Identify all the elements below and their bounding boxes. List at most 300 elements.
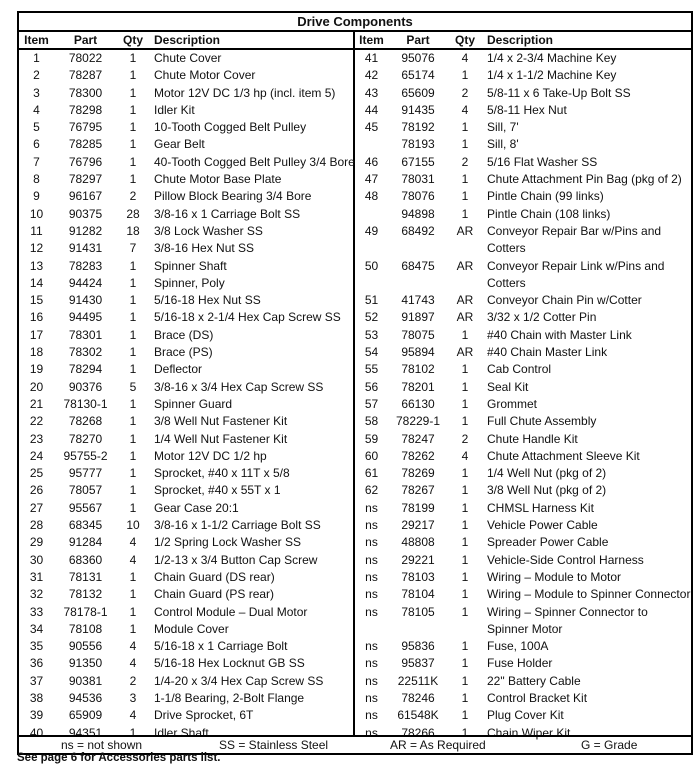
item-cell: 56 xyxy=(364,379,379,394)
qty-cell: 1 xyxy=(461,414,469,429)
table-row xyxy=(355,292,691,309)
description-line: Motor 12V DC 1/3 hp (incl. item 5) xyxy=(154,85,336,100)
item-cell: 3 xyxy=(33,85,40,100)
part-number-cell: 95076 xyxy=(401,51,435,65)
part-number-cell: 78267 xyxy=(401,483,435,498)
qty-cell: 1 xyxy=(129,172,137,187)
description-cell xyxy=(149,482,281,499)
table-row xyxy=(19,292,353,309)
qty-cell: 4 xyxy=(129,708,137,723)
part-number-cell: 66130 xyxy=(401,396,435,411)
description-cell xyxy=(149,309,341,326)
table-row xyxy=(19,552,353,569)
part-number-cell: 90556 xyxy=(68,639,103,654)
item-cell: 23 xyxy=(29,431,44,446)
description-line: Gear Case 20:1 xyxy=(154,500,239,515)
description-cell xyxy=(482,136,519,153)
part-number-cell: 78075 xyxy=(401,327,435,342)
part-number-cell: 65609 xyxy=(401,85,435,100)
part-number-cell: 78201 xyxy=(401,379,435,394)
item-cell: 44 xyxy=(364,102,379,117)
item-cell: 59 xyxy=(364,431,379,446)
description-cell xyxy=(149,448,267,465)
table-row xyxy=(19,517,353,534)
table-row xyxy=(355,206,691,223)
table-row xyxy=(355,552,691,569)
item-cell: ns xyxy=(365,656,378,671)
table-row xyxy=(355,136,691,153)
qty-cell: 1 xyxy=(461,172,469,187)
table-row xyxy=(19,102,353,119)
item-cell: 1 xyxy=(33,51,40,65)
table-row xyxy=(19,275,353,292)
description-line: Chute Attachment Pin Bag (pkg of 2) xyxy=(487,172,682,187)
qty-cell: 1 xyxy=(461,708,469,723)
part-number-cell: 29221 xyxy=(401,552,435,567)
description-cell xyxy=(482,258,664,293)
description-line: Fuse, 100A xyxy=(487,639,549,654)
part-number-cell: 78031 xyxy=(401,172,435,187)
item-cell: 43 xyxy=(364,85,379,100)
qty-cell: 1 xyxy=(129,154,137,169)
description-line: Module Cover xyxy=(154,621,229,636)
description-line: Sill, 7' xyxy=(487,120,519,135)
table-row xyxy=(355,50,691,67)
qty-cell: 10 xyxy=(126,518,140,533)
qty-cell: 1 xyxy=(461,396,469,411)
description-line: Idler Kit xyxy=(154,102,195,117)
part-number-cell: 65174 xyxy=(401,68,435,83)
table-row xyxy=(355,379,691,396)
table-row xyxy=(19,136,353,153)
description-line: 3/8 Well Nut Fastener Kit xyxy=(154,414,288,429)
description-cell xyxy=(482,534,608,551)
item-cell: 41 xyxy=(364,51,379,65)
item-cell: 31 xyxy=(29,569,44,584)
item-cell xyxy=(355,206,388,223)
item-cell: 8 xyxy=(33,172,40,187)
qty-cell: 1 xyxy=(461,639,469,654)
description-line: 3/32 x 1/2 Cotter Pin xyxy=(487,310,597,325)
table-row xyxy=(355,119,691,136)
table-row xyxy=(19,569,353,586)
qty-cell: 1 xyxy=(461,327,469,342)
table-row xyxy=(355,171,691,188)
description-line: #40 Chain with Master Link xyxy=(487,327,632,342)
description-line: Gear Belt xyxy=(154,137,205,152)
description-cell xyxy=(482,344,607,361)
description-line: 5/16-18 Hex Locknut GB SS xyxy=(154,656,305,671)
part-number-cell: 95755-2 xyxy=(63,448,108,463)
item-cell: 62 xyxy=(364,483,379,498)
table-row xyxy=(19,482,353,499)
description-line: Wiring – Module to Motor xyxy=(487,569,622,584)
item-cell: 5 xyxy=(33,120,40,135)
description-cell xyxy=(482,569,621,586)
header-description: Description xyxy=(154,33,221,47)
table-row xyxy=(19,344,353,361)
legend-ar: AR = As Required xyxy=(390,738,486,752)
description-cell xyxy=(482,292,642,309)
description-cell xyxy=(149,569,275,586)
description-cell xyxy=(149,240,254,257)
description-line: Wiring – Module to Spinner Connector xyxy=(487,587,691,602)
description-cell xyxy=(149,707,253,724)
qty-cell: 1 xyxy=(129,102,137,117)
qty-cell: 1 xyxy=(129,51,137,65)
part-number-cell: 94424 xyxy=(68,275,103,290)
qty-cell: 1 xyxy=(129,466,137,481)
description-cell xyxy=(482,396,537,413)
table-row xyxy=(355,517,691,534)
description-line: Motor 12V DC 1/2 hp xyxy=(154,448,267,463)
part-number-cell: 90381 xyxy=(68,673,103,688)
item-cell: 4 xyxy=(33,102,40,117)
qty-cell: 5 xyxy=(129,379,137,394)
table-row xyxy=(19,171,353,188)
part-number-cell: 41743 xyxy=(401,293,435,308)
description-cell xyxy=(149,223,263,240)
part-number-cell: 91430 xyxy=(68,293,103,308)
part-number-cell: 94898 xyxy=(401,206,435,221)
description-line: Spinner Guard xyxy=(154,396,233,411)
part-number-cell: 78193 xyxy=(401,137,435,152)
description-line: 3/8 Lock Washer SS xyxy=(154,223,263,238)
table-row xyxy=(355,604,691,639)
part-number-cell: 78269 xyxy=(401,466,435,481)
table-row xyxy=(355,258,691,293)
part-number-cell: 78022 xyxy=(68,51,103,65)
table-row xyxy=(19,396,353,413)
description-cell xyxy=(482,379,528,396)
item-cell: ns xyxy=(365,518,378,533)
description-cell xyxy=(482,638,548,655)
part-number-cell: 68492 xyxy=(401,223,435,238)
part-number-cell: 78192 xyxy=(401,120,435,135)
qty-cell: 1 xyxy=(461,569,469,584)
qty-cell: AR xyxy=(456,223,474,238)
table-row xyxy=(19,621,353,638)
part-number-cell: 78294 xyxy=(68,362,103,377)
item-cell: 55 xyxy=(364,362,379,377)
description-line: 3/8-16 x 1-1/2 Carriage Bolt SS xyxy=(154,518,321,533)
item-cell: ns xyxy=(365,639,378,654)
part-number-cell: 95777 xyxy=(68,466,103,481)
description-cell xyxy=(482,413,596,430)
item-cell: 29 xyxy=(29,535,44,550)
qty-cell: 1 xyxy=(129,345,137,360)
table-row xyxy=(19,206,353,223)
qty-cell: 1 xyxy=(129,310,137,325)
description-cell xyxy=(149,119,306,136)
part-number-cell: 76796 xyxy=(68,154,103,169)
description-cell xyxy=(482,361,551,378)
description-cell xyxy=(149,50,221,67)
part-number-cell: 78132 xyxy=(68,587,103,602)
item-cell: 9 xyxy=(33,189,40,204)
header-item: Item xyxy=(24,33,49,47)
accessories-note: See page 6 for Accessories parts list. xyxy=(17,752,221,764)
qty-cell: AR xyxy=(456,258,474,273)
item-cell: 26 xyxy=(29,483,44,498)
qty-cell: 2 xyxy=(129,189,137,204)
table-row xyxy=(355,448,691,465)
item-cell: 57 xyxy=(364,396,379,411)
part-number-cell: 78130-1 xyxy=(63,396,108,411)
qty-cell: 1 xyxy=(461,587,469,602)
item-cell: 16 xyxy=(29,310,44,325)
part-number-cell: 68360 xyxy=(68,552,103,567)
table-row xyxy=(19,50,353,67)
item-cell: 14 xyxy=(29,275,44,290)
description-cell xyxy=(149,344,213,361)
description-cell xyxy=(149,586,274,603)
part-number-cell: 61548K xyxy=(397,708,439,723)
description-line: Conveyor Repair Link w/Pins and xyxy=(487,258,665,273)
qty-cell: 3 xyxy=(129,690,137,705)
qty-cell: 1 xyxy=(461,604,469,619)
table-row xyxy=(19,85,353,102)
header-part: Part xyxy=(406,33,430,47)
item-cell: 49 xyxy=(364,223,379,238)
description-cell xyxy=(149,171,281,188)
item-cell: 17 xyxy=(29,327,44,342)
part-number-cell: 78268 xyxy=(68,414,103,429)
description-cell xyxy=(149,85,335,102)
part-number-cell: 78287 xyxy=(68,68,103,83)
description-cell xyxy=(149,258,227,275)
right-header xyxy=(355,32,691,48)
qty-cell: 2 xyxy=(461,431,469,446)
description-cell xyxy=(149,275,225,292)
description-cell xyxy=(482,586,690,603)
description-line: Spinner Shaft xyxy=(154,258,227,273)
legend-ns: ns = not shown xyxy=(61,738,143,752)
item-cell: 30 xyxy=(29,552,44,567)
table-row xyxy=(19,500,353,517)
table-row xyxy=(355,67,691,84)
item-cell: 46 xyxy=(364,154,379,169)
table-row xyxy=(355,655,691,672)
description-cell xyxy=(149,396,232,413)
left-rows xyxy=(19,50,353,742)
table-row xyxy=(19,604,353,621)
part-number-cell: 78103 xyxy=(401,569,435,584)
part-number-cell: 94351 xyxy=(68,725,103,740)
item-cell: 11 xyxy=(30,223,43,238)
part-number-cell: 90375 xyxy=(68,206,103,221)
table-row xyxy=(19,240,353,257)
legend-ss: SS = Stainless Steel xyxy=(219,738,329,752)
header-item: Item xyxy=(359,33,384,47)
description-line: Conveyor Repair Bar w/Pins and xyxy=(487,223,662,238)
item-cell: 45 xyxy=(364,120,379,135)
description-line: 3/8 Well Nut (pkg of 2) xyxy=(487,483,607,498)
qty-cell: 4 xyxy=(129,639,137,654)
description-cell xyxy=(482,552,644,569)
part-number-cell: 96167 xyxy=(68,189,103,204)
description-cell xyxy=(149,655,305,672)
description-line: Chain Wiper Kit xyxy=(487,725,571,740)
item-cell: 20 xyxy=(29,379,44,394)
part-number-cell: 67155 xyxy=(401,154,435,169)
part-number-cell: 78102 xyxy=(401,362,435,377)
item-cell: 52 xyxy=(364,310,379,325)
qty-cell: 1 xyxy=(129,621,137,636)
description-line: Plug Cover Kit xyxy=(487,708,564,723)
description-cell xyxy=(149,465,290,482)
qty-cell: 1 xyxy=(461,552,469,567)
part-number-cell: 78229-1 xyxy=(395,414,441,429)
description-line: 1/4 x 2-3/4 Machine Key xyxy=(487,51,617,65)
part-number-cell: 78300 xyxy=(68,85,103,100)
part-number-cell: 91431 xyxy=(68,241,103,256)
item-cell: 7 xyxy=(33,154,40,169)
description-cell xyxy=(482,223,661,258)
description-line: Sill, 8' xyxy=(487,137,519,152)
qty-cell: 4 xyxy=(129,656,137,671)
part-number-cell: 78108 xyxy=(68,621,103,636)
item-cell: ns xyxy=(365,708,378,723)
table-row xyxy=(19,413,353,430)
qty-cell: 18 xyxy=(126,223,140,238)
table-row xyxy=(19,361,353,378)
description-cell xyxy=(482,448,640,465)
description-line: Spinner Motor xyxy=(487,621,563,636)
description-line: 1-1/8 Bearing, 2-Bolt Flange xyxy=(154,690,305,705)
part-number-cell: 78199 xyxy=(401,500,435,515)
left-header xyxy=(19,32,353,48)
part-number-cell: 95836 xyxy=(401,639,435,654)
description-cell xyxy=(149,638,287,655)
description-line: Vehicle Power Cable xyxy=(487,518,598,533)
description-line: Chute Handle Kit xyxy=(487,431,578,446)
part-number-cell: 68345 xyxy=(68,518,103,533)
description-line: Pillow Block Bearing 3/4 Bore xyxy=(154,189,312,204)
qty-cell: 1 xyxy=(461,535,469,550)
description-line: Chute Attachment Sleeve Kit xyxy=(487,448,640,463)
item-cell xyxy=(355,136,388,153)
item-cell: 24 xyxy=(29,448,44,463)
qty-cell: 1 xyxy=(461,673,469,688)
description-cell xyxy=(482,431,578,448)
qty-cell: 1 xyxy=(461,725,469,740)
description-cell xyxy=(149,206,300,223)
qty-cell: 1 xyxy=(129,414,137,429)
description-cell xyxy=(482,154,597,171)
description-line: Cab Control xyxy=(487,362,552,377)
item-cell: 32 xyxy=(29,587,44,602)
table-row xyxy=(19,448,353,465)
description-line: Conveyor Chain Pin w/Cotter xyxy=(487,293,642,308)
description-cell xyxy=(482,67,616,84)
qty-cell: 1 xyxy=(461,500,469,515)
description-cell xyxy=(482,482,606,499)
qty-cell: 1 xyxy=(461,189,469,204)
qty-cell: 1 xyxy=(129,120,137,135)
qty-cell: 2 xyxy=(461,154,469,169)
item-cell: 38 xyxy=(29,690,44,705)
description-cell xyxy=(482,690,587,707)
description-line: Spreader Power Cable xyxy=(487,535,609,550)
item-cell: 6 xyxy=(33,137,40,152)
item-cell: ns xyxy=(365,552,378,567)
table-row xyxy=(355,482,691,499)
description-line: Chute Cover xyxy=(154,51,222,65)
item-cell: 36 xyxy=(29,656,44,671)
right-rows xyxy=(355,50,691,742)
part-number-cell: 22511K xyxy=(397,673,439,688)
description-cell xyxy=(482,206,610,223)
qty-cell: AR xyxy=(456,293,474,308)
qty-cell: 1 xyxy=(461,690,469,705)
description-cell xyxy=(482,50,616,67)
description-cell xyxy=(149,154,355,171)
description-cell xyxy=(482,517,598,534)
part-number-cell: 91435 xyxy=(401,102,435,117)
description-cell xyxy=(482,707,564,724)
part-number-cell: 95894 xyxy=(401,345,435,360)
part-number-cell: 48808 xyxy=(401,535,435,550)
qty-cell: 1 xyxy=(129,725,137,740)
description-line: 1/2-13 x 3/4 Button Cap Screw xyxy=(154,552,318,567)
item-cell: 60 xyxy=(364,448,379,463)
table-row xyxy=(355,638,691,655)
description-line: Drive Sprocket, 6T xyxy=(154,708,254,723)
description-line: Wiring – Spinner Connector to xyxy=(487,604,648,619)
description-line: Fuse Holder xyxy=(487,656,553,671)
qty-cell: 1 xyxy=(461,379,469,394)
description-cell xyxy=(149,534,301,551)
description-line: 3/8-16 x 1 Carriage Bolt SS xyxy=(154,206,301,221)
description-cell xyxy=(149,517,321,534)
table-row xyxy=(19,379,353,396)
description-cell xyxy=(149,673,323,690)
part-number-cell: 78178-1 xyxy=(63,604,108,619)
part-number-cell: 65909 xyxy=(68,708,103,723)
qty-cell: 1 xyxy=(129,68,137,83)
qty-cell: 1 xyxy=(461,483,469,498)
description-cell xyxy=(482,465,606,482)
description-cell xyxy=(482,188,604,205)
table-row xyxy=(355,500,691,517)
qty-cell: 28 xyxy=(126,206,140,221)
item-cell: ns xyxy=(365,690,378,705)
item-cell: ns xyxy=(365,569,378,584)
qty-cell: 1 xyxy=(461,137,469,152)
table-row xyxy=(19,154,353,171)
part-number-cell: 78283 xyxy=(68,258,103,273)
item-cell: ns xyxy=(365,535,378,550)
qty-cell: 2 xyxy=(129,673,137,688)
qty-cell: 1 xyxy=(129,85,137,100)
description-cell xyxy=(482,309,596,326)
part-number-cell: 95837 xyxy=(401,656,435,671)
description-line: Idler Shaft xyxy=(154,725,209,740)
description-cell xyxy=(149,136,205,153)
description-cell xyxy=(149,552,317,569)
description-line: Chute Motor Cover xyxy=(154,68,256,83)
item-cell: 27 xyxy=(29,500,44,515)
description-line: Chain Guard (DS rear) xyxy=(154,569,275,584)
qty-cell: 1 xyxy=(461,518,469,533)
description-line: 5/16-18 x 2-1/4 Hex Cap Screw SS xyxy=(154,310,341,325)
header-qty: Qty xyxy=(122,33,143,47)
description-cell xyxy=(482,171,682,188)
item-cell: ns xyxy=(365,725,378,740)
part-number-cell: 78104 xyxy=(401,587,435,602)
item-cell: 22 xyxy=(29,414,44,429)
